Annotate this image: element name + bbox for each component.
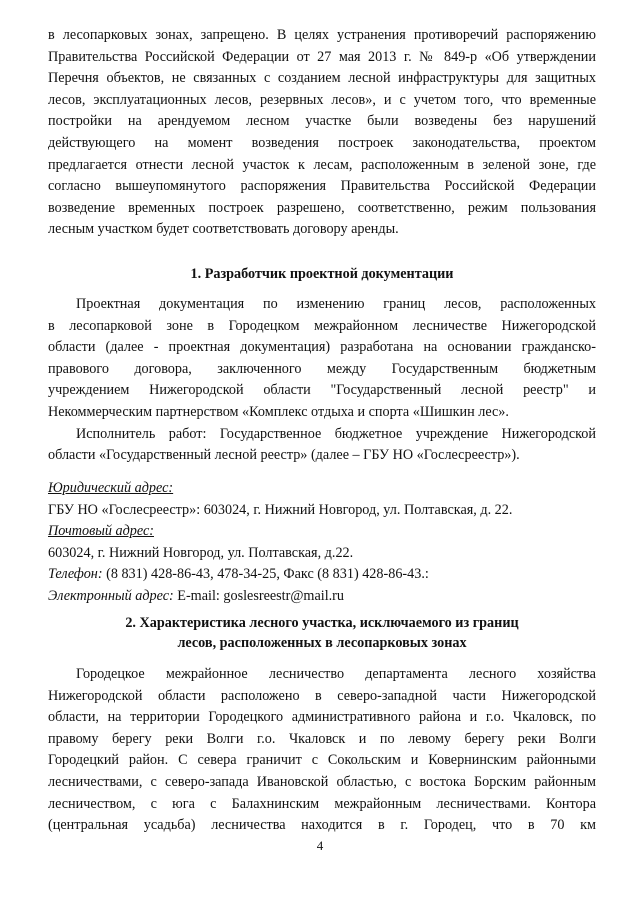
email-label: Электронный адрес:	[48, 587, 174, 604]
text-line: лесничеством, с юга с Балахнинским межрайонным лесничествами. Контора	[48, 795, 596, 812]
section-2-heading-line-2: лесов, расположенных в лесопарковых зонах	[177, 635, 467, 651]
phone-line	[48, 564, 596, 586]
phone-value: (8 831) 428-86-43, 478-34-25, Факс (8 831) 428-86-43.:	[102, 566, 429, 583]
text-line: Городецкое межрайонное лесничество департамента лесного хозяйства	[76, 666, 596, 682]
text-line: (центральная усадьба) лесничества находится в г. Городец, что в 70 км	[48, 817, 596, 834]
text-line: Перечня объектов, не связанных с созданием лесной инфраструктуры для защитных	[48, 70, 596, 87]
text-line: постройки на арендуемом лесном участке были возведены без нарушений	[48, 113, 596, 130]
section-2-heading	[48, 613, 596, 653]
postal-address-label-line	[48, 521, 596, 543]
text-line: Нижегородской области расположено в северо-западной части Нижегородской	[48, 687, 596, 704]
section-1-heading: 1. Разработчик проектной документации	[190, 266, 454, 282]
legal-address-label-line	[48, 478, 596, 500]
text-line: согласно вышеупомянутого распоряжения Правительства Российской Федерации	[48, 178, 596, 195]
text-line: Проектная документация по изменению границ лесов, расположенных	[76, 296, 596, 312]
text-line: области (далее - проектная документация) разработана на основании гражданско-	[48, 339, 596, 356]
text-line: в лесопарковых зонах, запрещено. В целях устранения противоречий распоряжению	[48, 27, 596, 43]
contacts-block	[48, 478, 596, 608]
text-line: лесов, эксплуатационных лесов, резервных лесов», и с учетом того, что временные	[48, 91, 596, 108]
section-1-paragraph-2	[48, 424, 596, 467]
legal-address-value: ГБУ НО «Гослесреестр»: 603024, г. Нижний Новгород, ул. Полтавская, д. 22.	[48, 501, 513, 518]
legal-address-label: Юридический адрес:	[48, 480, 174, 496]
email-value: E-mail: goslesreestr@mail.ru	[173, 587, 344, 604]
section-2-paragraph	[48, 664, 596, 837]
text-line: учреждением Нижегородской области "Государственный лесной реестр" и	[48, 382, 596, 399]
text-line: области «Государственный лесной реестр» (далее – ГБУ НО «Гослесреестр»).	[48, 447, 520, 464]
text-line: лесным участком будет соответствовать договору аренды.	[48, 221, 399, 238]
text-line: правового договора, заключенного между Государственным бюджетным	[48, 360, 596, 377]
text-line: действующего на момент возведения построек законодательства, проектом	[48, 134, 596, 151]
postal-address-label: Почтовый адрес:	[48, 523, 154, 540]
text-line: предлагается отнести лесной участок к лесам, расположенным в зеленой зоне, где	[48, 156, 596, 173]
text-line: области, на территории Городецкого административного района и г.о. Чкаловск, по	[48, 709, 596, 726]
text-line: в лесопарковой зоне в Городецком межрайонном лесничестве Нижегородской	[48, 317, 596, 334]
text-line: Исполнитель работ: Государственное бюджетное учреждение Нижегородской	[76, 425, 596, 442]
section-1-paragraph-1	[48, 294, 596, 424]
text-line: лесничествами, с северо-запада Ивановской областью, с востока Борским районным	[48, 773, 596, 790]
text-line: Городецкий район. С севера граничит с Сокольским и Ковернинским районными	[48, 752, 596, 769]
postal-address-value: 603024, г. Нижний Новгород, ул. Полтавская, д.22.	[48, 544, 354, 561]
text-line: Некоммерческим партнерством «Комплекс отдыха и спорта «Шишкин лес».	[48, 403, 509, 420]
email-line	[48, 586, 596, 608]
phone-label: Телефон:	[48, 566, 103, 583]
page-number: 4	[316, 838, 324, 853]
text-line: правому берегу реки Волги г.о. Чкаловск и по левому берегу реки Волги	[48, 730, 596, 747]
text-line: возведение временных построек разрешено, соответственно, режим пользования	[48, 199, 596, 216]
section-2-heading-line-1: 2. Характеристика лесного участка, исключаемого из границ	[125, 615, 519, 631]
text-line: Правительства Российской Федерации от 27 мая 2013 г. № 849-р «Об утверждении	[48, 48, 596, 65]
intro-paragraph	[48, 25, 596, 241]
